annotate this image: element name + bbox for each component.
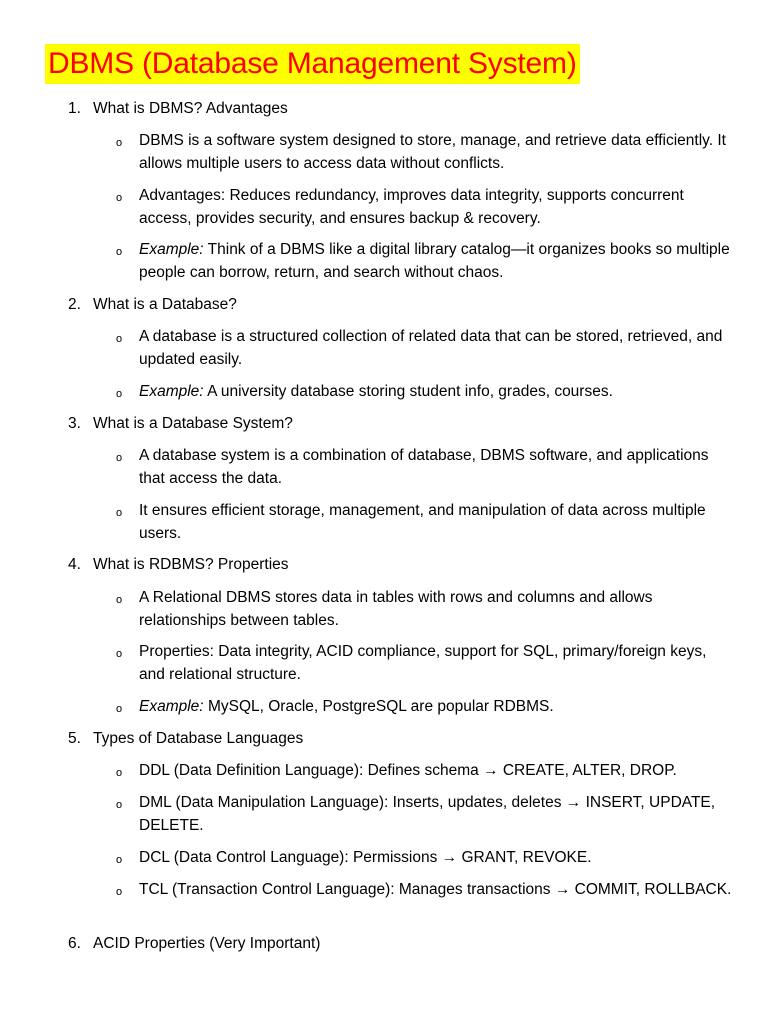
bullet-text: It ensures efficient storage, management, and manipulation of data across multiple users. xyxy=(139,502,706,542)
section-number: 2. xyxy=(68,296,81,313)
bullet-item xyxy=(139,381,735,404)
section-heading-text: Types of Database Languages xyxy=(93,730,304,747)
section-heading-text: What is a Database? xyxy=(93,296,237,313)
bullet-circle-icon: o xyxy=(115,137,123,149)
bullet-item xyxy=(139,879,735,902)
bullet-circle-icon: o xyxy=(115,703,123,715)
bullet-circle-icon: o xyxy=(115,799,123,811)
bullet-text: MySQL, Oracle, PostgreSQL are popular RDBMS. xyxy=(207,698,554,715)
section-number: 4. xyxy=(68,556,81,573)
bullet-circle-icon: o xyxy=(115,192,123,204)
bullet-circle-icon: o xyxy=(115,594,123,606)
bullet-item xyxy=(139,587,735,632)
section-heading-text: What is DBMS? Advantages xyxy=(93,100,288,117)
bullet-item xyxy=(139,847,735,870)
section-heading-text: ACID Properties (Very Important) xyxy=(93,935,321,952)
bullet-item xyxy=(139,641,735,686)
section-number: 1. xyxy=(68,100,81,117)
bullet-circle-icon: o xyxy=(115,388,123,400)
bullet-text: Properties: Data integrity, ACID compliance, support for SQL, primary/foreign keys, and relational structure. xyxy=(139,643,707,683)
bullet-item xyxy=(139,130,735,175)
bullet-text: Think of a DBMS like a digital library catalog—it organizes books so multiple people can borrow, return, and search without chaos. xyxy=(139,241,730,281)
bullet-item xyxy=(139,696,735,719)
example-label: Example: xyxy=(139,383,204,400)
section-heading-text: What is a Database System? xyxy=(93,415,293,432)
bullet-item xyxy=(139,792,735,837)
bullet-circle-icon: o xyxy=(115,648,123,660)
bullet-circle-icon: o xyxy=(115,767,123,779)
section-heading-text: What is RDBMS? Properties xyxy=(93,556,289,573)
bullet-text: TCL (Transaction Control Language): Manages transactions → COMMIT, ROLLBACK. xyxy=(139,881,732,898)
bullet-text: DCL (Data Control Language): Permissions → GRANT, REVOKE. xyxy=(139,849,592,866)
section-heading xyxy=(68,413,293,435)
page-title: DBMS (Database Management System) xyxy=(45,44,580,84)
example-label: Example: xyxy=(139,241,204,258)
bullet-circle-icon: o xyxy=(115,854,123,866)
section-heading xyxy=(68,728,303,750)
section-number: 3. xyxy=(68,415,81,432)
bullet-text: DML (Data Manipulation Language): Inserts, updates, deletes → INSERT, UPDATE, DELETE. xyxy=(139,794,716,834)
section-heading xyxy=(68,98,288,120)
bullet-text: A Relational DBMS stores data in tables with rows and columns and allows relationships between tables. xyxy=(139,589,653,629)
bullet-item xyxy=(139,500,735,545)
bullet-circle-icon: o xyxy=(115,886,123,898)
bullet-circle-icon: o xyxy=(115,246,123,258)
bullet-item xyxy=(139,445,735,490)
bullet-text: Advantages: Reduces redundancy, improves data integrity, supports concurrent access, provides security, and ensures backup & recovery. xyxy=(139,187,684,227)
bullet-item xyxy=(139,185,735,230)
section-heading xyxy=(68,554,289,576)
section-number: 6. xyxy=(68,935,81,952)
example-label: Example: xyxy=(139,698,204,715)
section-heading xyxy=(68,933,320,955)
bullet-text: A database system is a combination of database, DBMS software, and applications that access the data. xyxy=(139,447,709,487)
bullet-circle-icon: o xyxy=(115,333,123,345)
bullet-text: DDL (Data Definition Language): Defines schema → CREATE, ALTER, DROP. xyxy=(139,762,677,779)
section-number: 5. xyxy=(68,730,81,747)
bullet-item xyxy=(139,326,735,371)
bullet-text: A database is a structured collection of related data that can be stored, retrieved, and updated easily. xyxy=(139,328,723,368)
bullet-text: A university database storing student info, grades, courses. xyxy=(207,383,613,400)
bullet-circle-icon: o xyxy=(115,507,123,519)
bullet-circle-icon: o xyxy=(115,452,123,464)
bullet-item xyxy=(139,760,735,783)
bullet-text: DBMS is a software system designed to store, manage, and retrieve data efficiently. It allows multiple users to access data without conflicts. xyxy=(139,132,726,172)
section-heading xyxy=(68,294,237,316)
bullet-item xyxy=(139,239,735,284)
